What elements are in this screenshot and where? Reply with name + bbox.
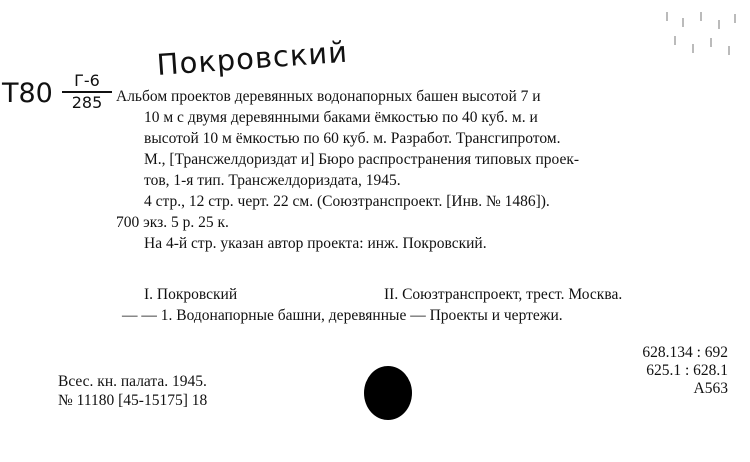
tracing-row	[116, 305, 730, 326]
call-number-denominator: 285	[71, 93, 103, 112]
tracing-entry-2: II. Союзтранспроект, трест. Москва.	[384, 286, 623, 303]
description-line: 10 м с двумя деревянными баками ёмкостью по 40 куб. м. и	[144, 109, 538, 126]
collation-line: 700 экз. 5 р. 25 к.	[116, 214, 229, 231]
classification-code: 628.134 : 692	[642, 344, 728, 361]
tracings	[116, 284, 730, 326]
book-chamber-line: Всес. кн. палата. 1945.	[58, 373, 207, 390]
description-line: тов, 1-я тип. Трансжелдориздата, 1945.	[144, 172, 401, 189]
note-line: На 4-й стр. указан автор проекта: инж. Покровский.	[144, 235, 487, 252]
corner-stamp-mark	[662, 4, 746, 66]
handwritten-author: Покровский	[155, 34, 350, 82]
subject-heading: — — 1. Водонапорные башни, деревянные — Проекты и чертежи.	[122, 307, 563, 324]
bibliographic-description	[116, 86, 730, 254]
description-line: высотой 10 м ёмкостью по 60 куб. м. Разработ. Трансгипротом.	[144, 130, 561, 147]
punch-hole	[364, 366, 412, 420]
description-line: Альбом проектов деревянных водонапорных башен высотой 7 и	[116, 88, 541, 105]
classification-codes	[642, 344, 728, 398]
classification-code: 625.1 : 628.1	[646, 362, 728, 379]
description-line: М., [Трансжелдориздат и] Бюро распространения типовых проек-	[144, 151, 580, 168]
call-number-fraction	[62, 72, 112, 112]
book-chamber-line: № 11180 [45-15175] 18	[58, 392, 208, 409]
tracing-row	[116, 284, 730, 305]
book-chamber-info	[58, 372, 207, 410]
tracing-entry-1: I. Покровский	[144, 286, 238, 303]
call-number-main: Т80	[2, 78, 53, 109]
call-number-numerator: Г-6	[74, 71, 100, 90]
classification-code: А563	[693, 380, 728, 397]
collation-line: 4 стр., 12 стр. черт. 22 см. (Союзтранспроект. [Инв. № 1486]).	[144, 193, 550, 210]
